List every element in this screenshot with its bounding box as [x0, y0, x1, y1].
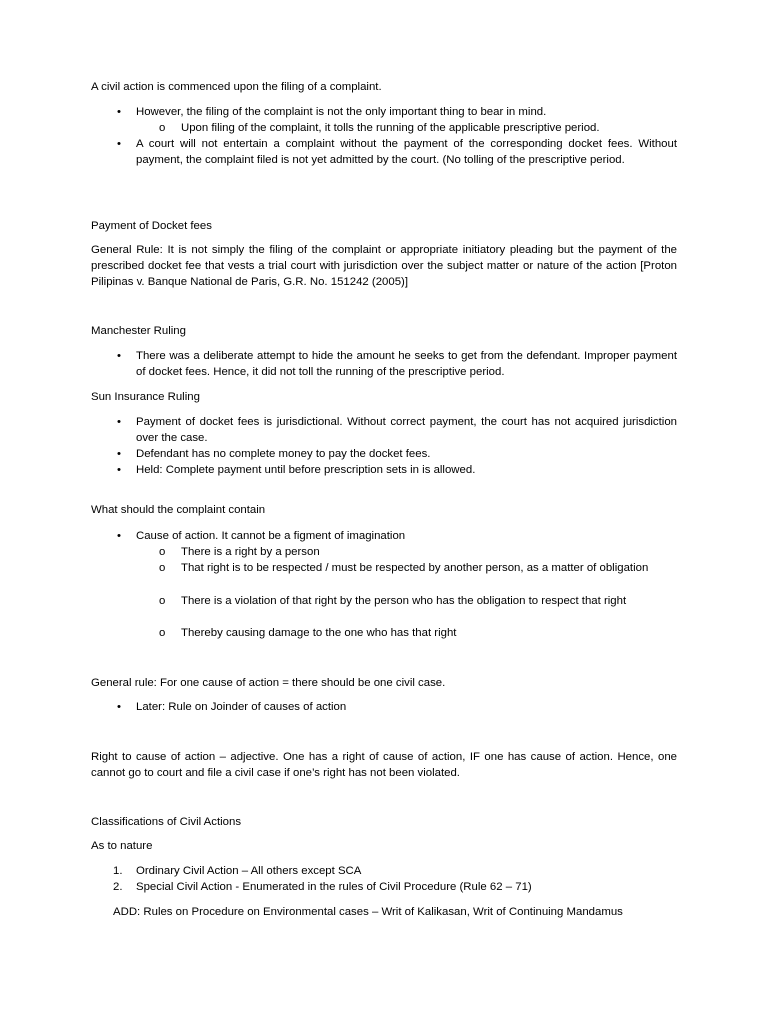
bullet-marker: •: [117, 350, 121, 362]
complaint-sub-4: Thereby causing damage to the one who has that right: [181, 627, 457, 639]
sun-bullet-2: Defendant has no complete money to pay the docket fees.: [136, 448, 431, 460]
intro-bullet-1: However, the filing of the complaint is not the only important thing to bear in mind.: [136, 106, 547, 118]
bullet-marker: •: [117, 701, 121, 713]
sub-marker: o: [159, 595, 166, 607]
bullet-marker: •: [117, 138, 121, 150]
sub-marker: o: [159, 546, 166, 558]
sub-marker: o: [159, 562, 166, 574]
general-rule-bullet: Later: Rule on Joinder of causes of action: [136, 701, 347, 713]
classification-item-2: Special Civil Action - Enumerated in the rules of Civil Procedure (Rule 62 – 71): [136, 881, 532, 893]
intro-bullet-2: A court will not entertain a complaint without the payment of the corresponding docket fees. Without payment, the complaint filed is not yet admitted by the court. (No tolling of the prescriptive period.: [136, 138, 677, 166]
sun-bullet-3: Held: Complete payment until before prescription sets in is allowed.: [136, 464, 476, 476]
classification-item-1: Ordinary Civil Action – All others except SCA: [136, 865, 362, 877]
complaint-sub-2: That right is to be respected / must be respected by another person, as a matter of obligation: [181, 562, 649, 574]
intro-line: A civil action is commenced upon the filing of a complaint.: [91, 81, 382, 93]
classifications-subheading: As to nature: [91, 840, 153, 852]
bullet-marker: •: [117, 448, 121, 460]
bullet-marker: •: [117, 106, 121, 118]
complaint-sub-3: There is a violation of that right by the person who has the obligation to respect that right: [181, 595, 627, 607]
sub-marker: o: [159, 627, 166, 639]
manchester-heading: Manchester Ruling: [91, 325, 186, 337]
classification-add-note: ADD: Rules on Procedure on Environmental cases – Writ of Kalikasan, Writ of Continuing Mandamus: [113, 906, 623, 918]
docket-rule: General Rule: It is not simply the filing of the complaint or appropriate initiatory pleading but the payment of the prescribed docket fee that vests a trial court with jurisdiction over the subject matter or nature of the action [Proton Pilipinas v. Banque National de Paris, G.R. No. 151242 (2005)]: [91, 244, 677, 288]
bullet-marker: •: [117, 464, 121, 476]
sun-bullet-1: Payment of docket fees is jurisdictional. Without correct payment, the court has not acquired jurisdiction over the case.: [136, 416, 677, 444]
bullet-marker: •: [117, 416, 121, 428]
bullet-marker: •: [117, 530, 121, 542]
right-paragraph: Right to cause of action – adjective. One has a right of cause of action, IF one has cause of action. Hence, one cannot go to court and file a civil case if one’s right has not been violated.: [91, 751, 677, 779]
intro-sub-1: Upon filing of the complaint, it tolls the running of the applicable prescriptive period.: [181, 122, 600, 134]
complaint-heading: What should the complaint contain: [91, 504, 266, 516]
complaint-sub-1: There is a right by a person: [181, 546, 320, 558]
list-number: 2.: [113, 881, 123, 893]
complaint-bullet: Cause of action. It cannot be a figment of imagination: [136, 530, 406, 542]
list-number: 1.: [113, 865, 123, 877]
manchester-bullet: There was a deliberate attempt to hide the amount he seeks to get from the defendant. Improper payment of docket fees. Hence, it did not toll the running of the prescriptive period.: [136, 350, 677, 378]
classifications-heading: Classifications of Civil Actions: [91, 816, 242, 828]
general-rule: General rule: For one cause of action = there should be one civil case.: [91, 677, 446, 689]
sub-marker: o: [159, 122, 166, 134]
docket-heading: Payment of Docket fees: [91, 220, 212, 232]
sun-heading: Sun Insurance Ruling: [91, 391, 200, 403]
